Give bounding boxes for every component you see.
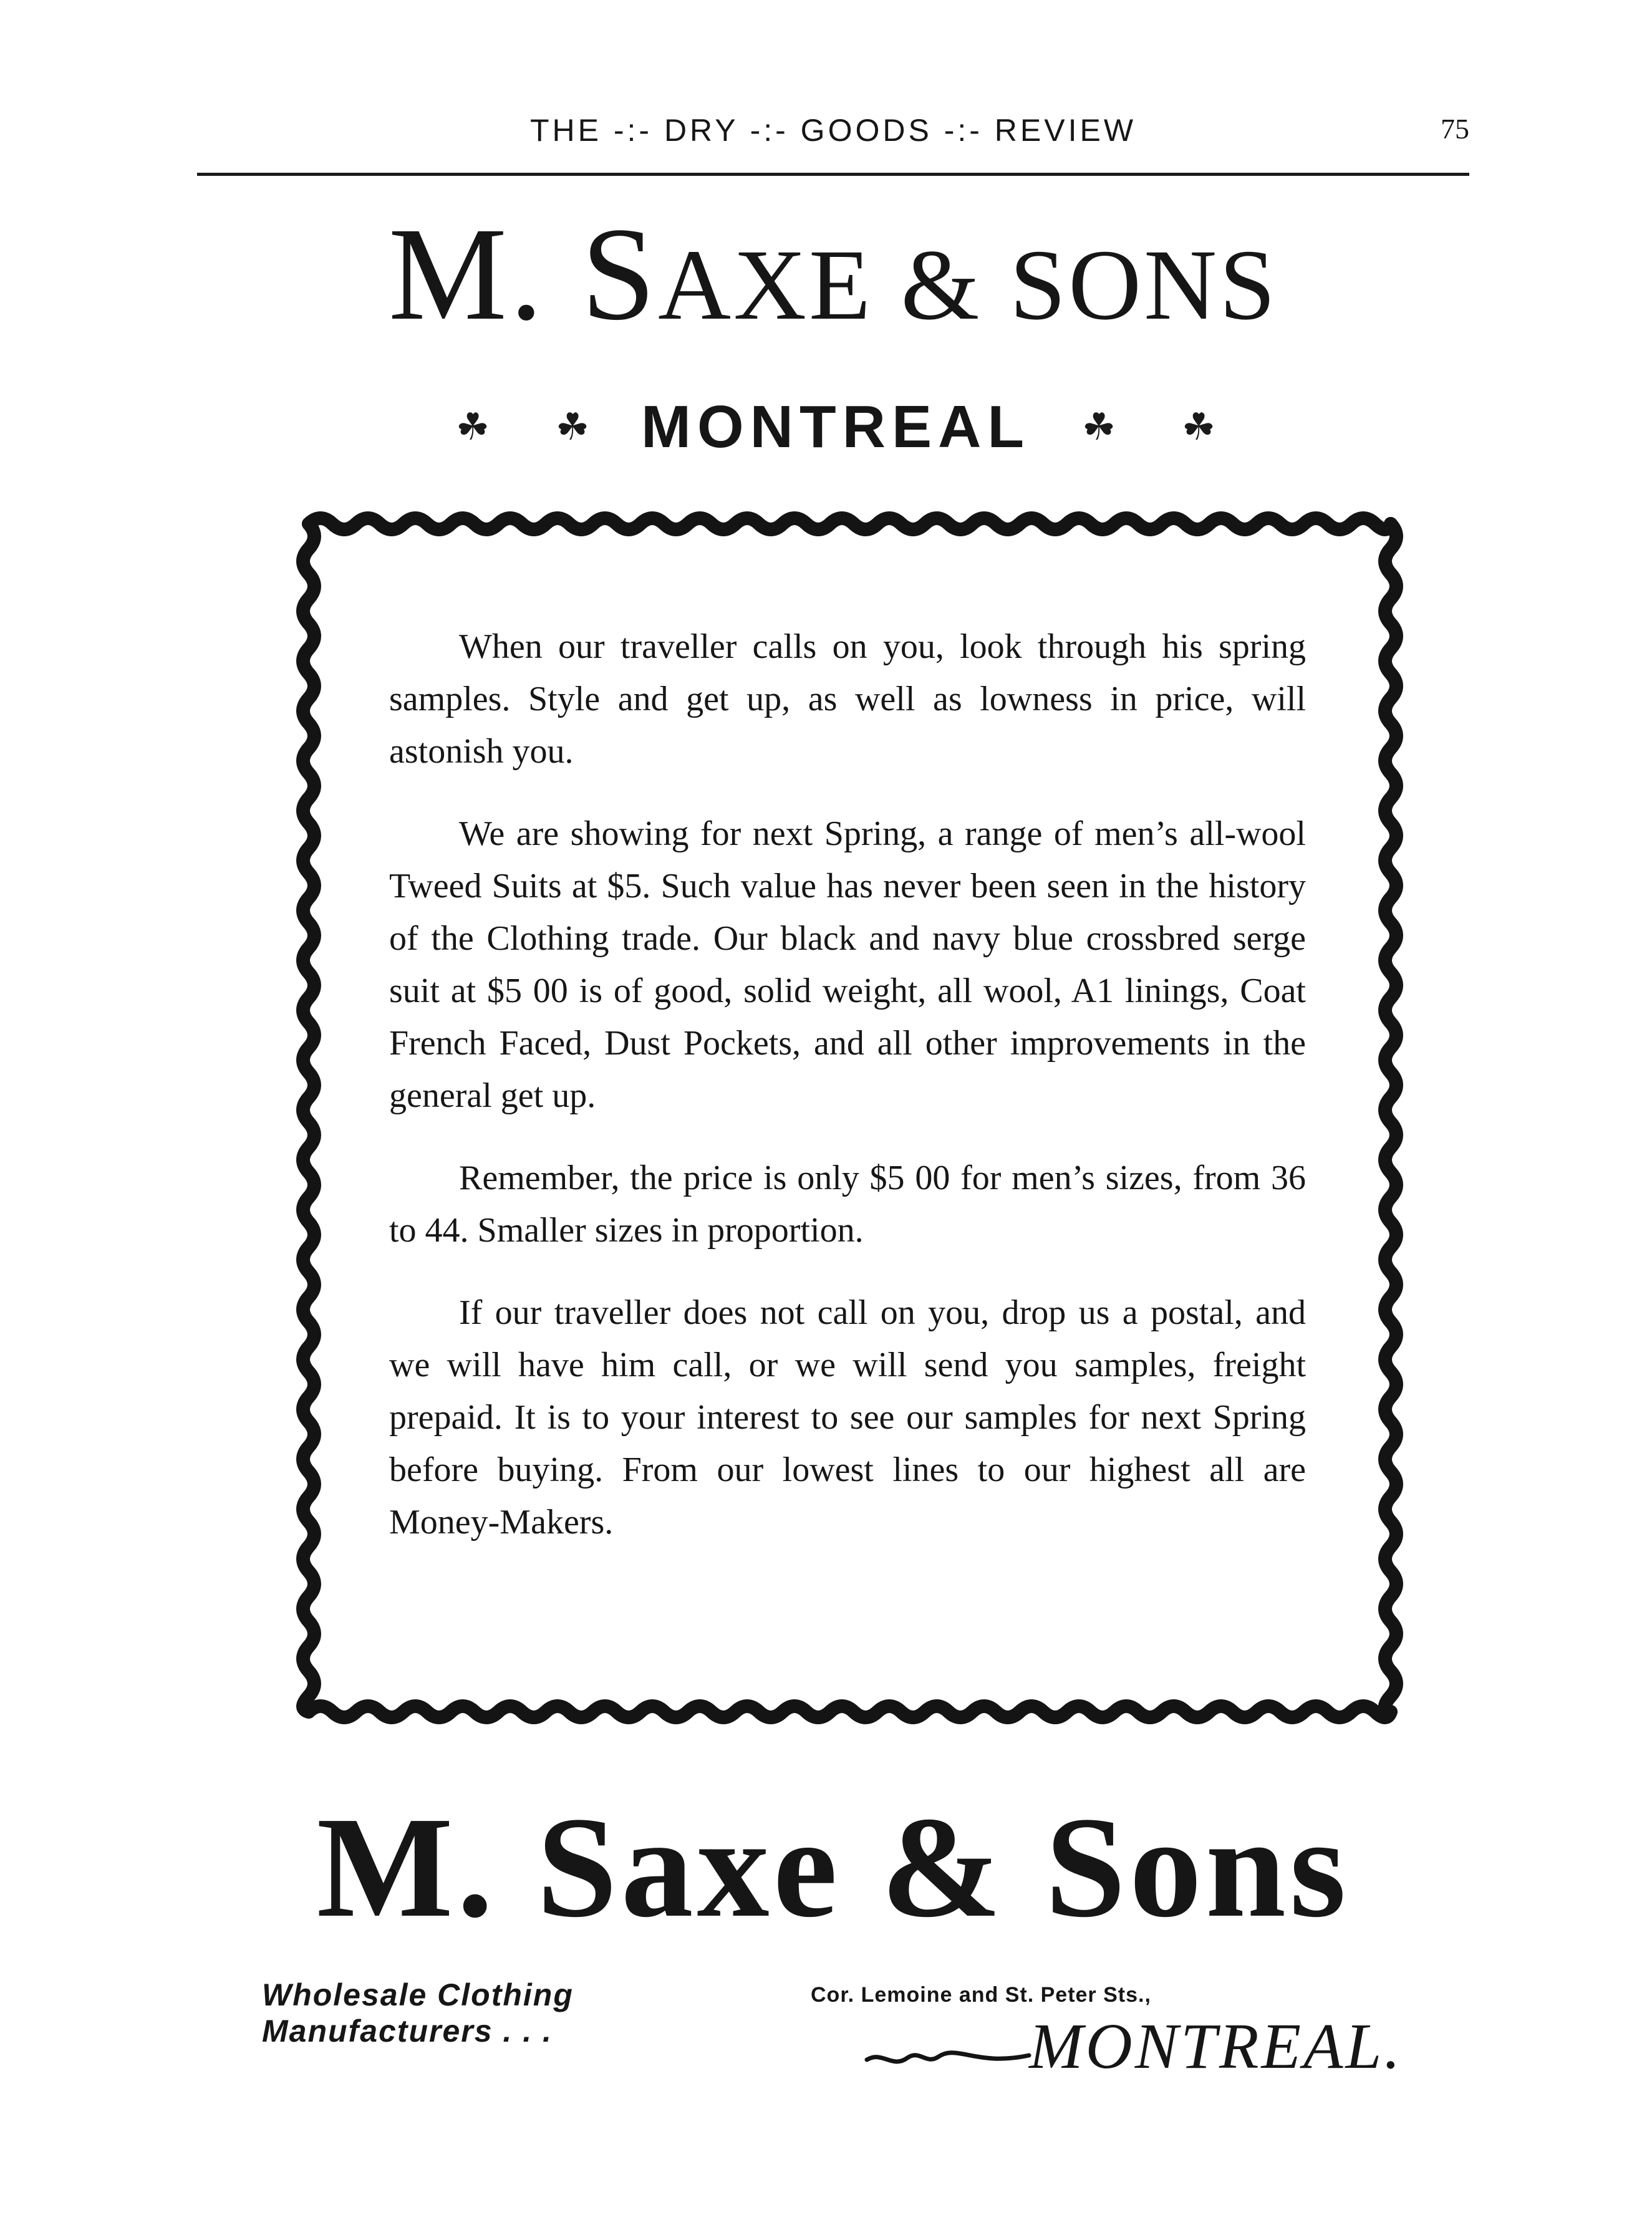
advert-paragraph-3: Remember, the price is only $5 00 for men’s sizes, from 36 to 44. Smaller sizes in proportion. (389, 1159, 1306, 1250)
wavy-border-top (309, 518, 1391, 529)
wavy-border-bottom (309, 1706, 1391, 1717)
wavy-border-right (1385, 524, 1396, 1712)
firm-title-middle: AXE & S (658, 229, 1069, 341)
header-rule (197, 173, 1469, 176)
footer-trade-line (262, 1977, 698, 2049)
footer-city: MONTREAL. (1029, 2010, 1403, 2082)
shamrock-ornament-icon: ☘ (456, 407, 490, 448)
running-header (197, 112, 1469, 162)
city-row (324, 393, 1347, 461)
shamrock-ornament-icon: ☘ (1182, 407, 1215, 448)
shamrock-ornament-icon: ☘ (556, 407, 589, 448)
running-title: THE -:- DRY -:- GOODS -:- REVIEW (529, 113, 1137, 148)
advert-paragraph-2: We are showing for next Spring, a range of men’s all-wool Tweed Suits at $5. Such value has never been seen in the history of the Clothing trade. Our black and navy blue crossbred serge suit at $5 00 is of good, solid weight, all wool, A1 linings, Coat French Faced, Dust Pockets, and all other improvements in the general get up. (389, 814, 1306, 1115)
firm-title-initial: M. S (388, 200, 659, 348)
wavy-border-left (303, 524, 314, 1712)
shamrock-ornament-icon: ☘ (1082, 407, 1116, 448)
page-number: 75 (1441, 113, 1469, 145)
firm-title (197, 200, 1469, 360)
footer-address: Cor. Lemoine and St. Peter Sts., (811, 1983, 1151, 2007)
advert-paragraph-4: If our traveller does not call on you, drop us a postal, and we will have him call, or we will send you samples, freight prepaid. It is to your interest to see our samples for next Spring before buying. From our lowest lines to our highest all are Money-Makers. (389, 1293, 1306, 1542)
footer-trade-line-2: Manufacturers . . . (262, 2014, 553, 2049)
flourish-ornament-icon (864, 2038, 1032, 2075)
footer-firm-title: M. Saxe & Sons (316, 1787, 1350, 1947)
advert-body (389, 620, 1306, 1578)
advert-paragraph-1: When our traveller calls on you, look through his spring samples. Style and get up, as well as lowness in price, will astonish you. (389, 627, 1306, 771)
firm-title-end: ONS (1068, 229, 1278, 341)
footer-trade-line-1: Wholesale Clothing (262, 1977, 574, 2012)
city-heading: MONTREAL (641, 393, 1030, 460)
